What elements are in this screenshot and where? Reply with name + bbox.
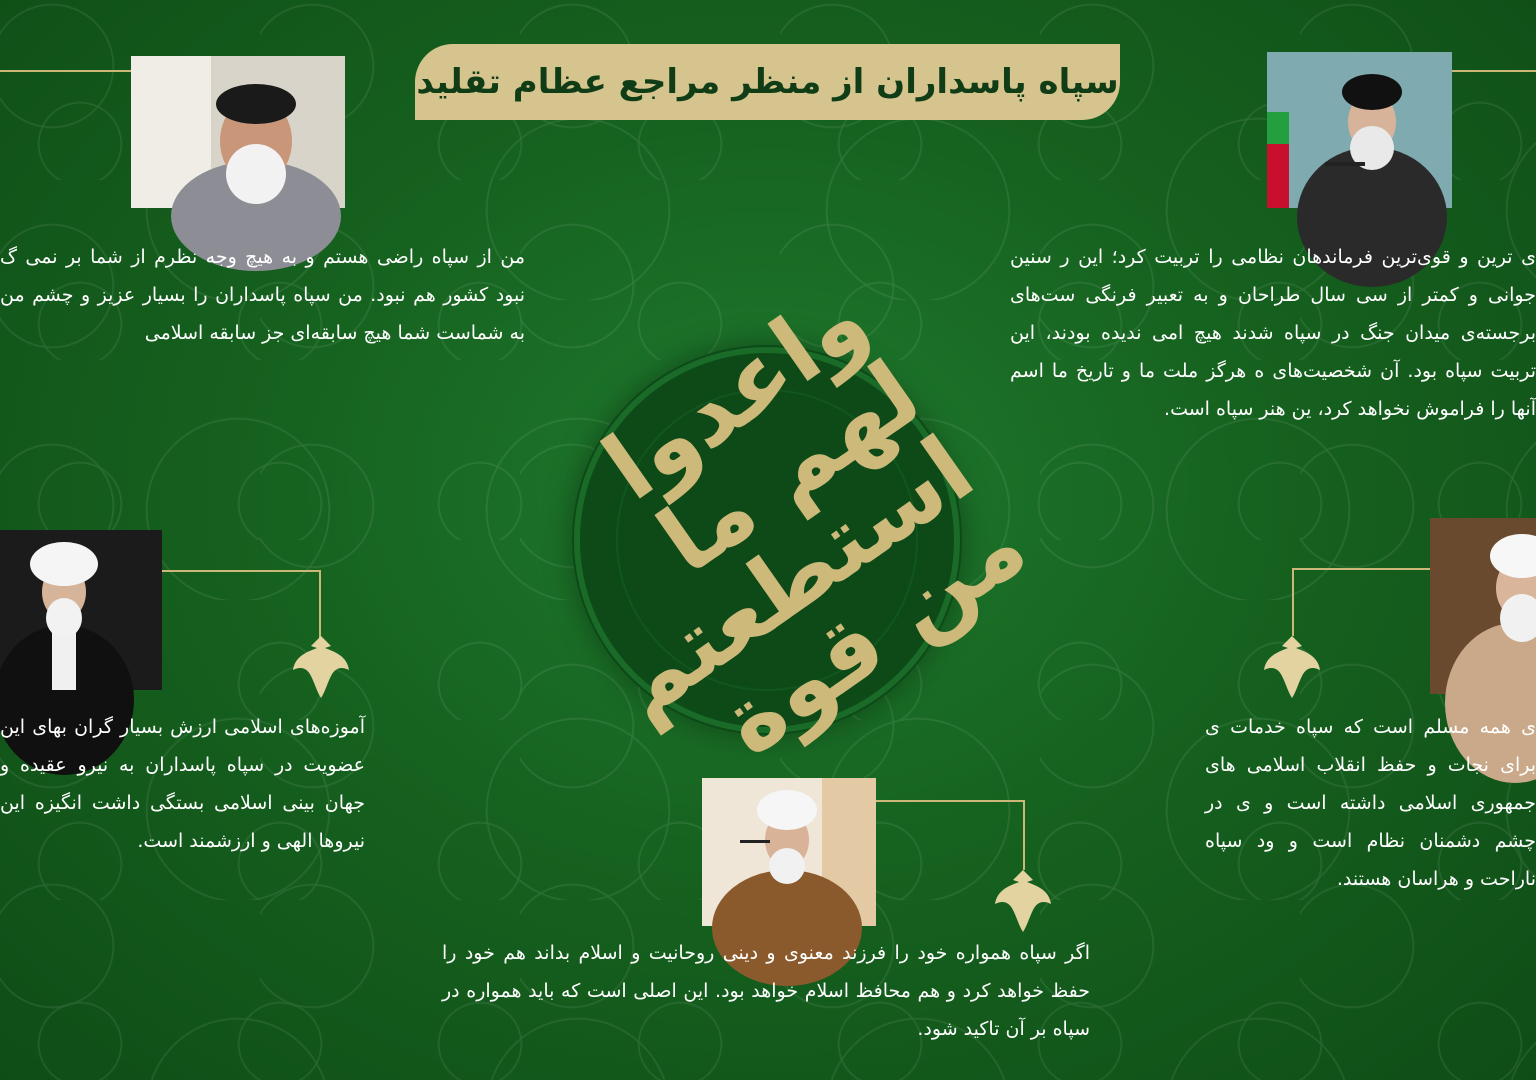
bottom-connector-h — [875, 800, 1025, 802]
middle-left-connector-v — [319, 570, 321, 640]
quote-bottom-center: اگر سپاه همواره خود را فرزند معنوی و دینی روحانیت و اسلام بداند هم خود را حفظ خواهد کرد و هم محافظ اسلام خواهد بود. این اصلی است که باید همواره در سپاه بر آن تاکید شود. — [442, 942, 1090, 1040]
middle-left-connector-h — [160, 570, 320, 572]
quote-top-right: ی ترین و قوی‌ترین فرماندهان نظامی را تربیت کرد؛ این ر سنین جوانی و کمتر از سی سال طراحان و به تعبیر فرنگی ست‌های برجسته‌ی میدان جنگ در سپاه شدند هیچ امی ندیده بودند، این تربیت سپاه بود. آن شخصیت‌های ه هرگز ملت ما و تاریخ ما اسم آنها را فراموش نخواهد کرد، ین هنر سپاه است. — [1010, 246, 1536, 420]
portrait-middle-left — [0, 530, 162, 690]
middle-right-connector-v — [1292, 568, 1294, 636]
portrait-top-left — [131, 56, 345, 208]
portrait-photo-icon — [131, 56, 345, 208]
title-banner — [415, 44, 1120, 120]
portrait-photo-icon — [1430, 518, 1536, 694]
quote-middle-left: آموزه‌های اسلامی ارزش بسیار گران بهای این عضویت در سپاه پاسداران به نیرو عقیده و جهان بینی اسلامی بستگی داشت انگیزه این نیروها الهی و ارزشمند است. — [0, 716, 365, 852]
quote-middle-right: ی همه مسلم است که سپاه خدمات ی برای نجات و حفظ انقلاب اسلامی های جمهوری اسلامی داشته است و ی در چشم دشمنان نظام است و ود سپاه ناراحت و هراسان هستند. — [1205, 716, 1536, 890]
calligraphy-emblem — [572, 264, 1045, 776]
portrait-top-right — [1267, 52, 1452, 208]
middle-right-connector-h — [1292, 568, 1442, 570]
bottom-connector-v — [1023, 800, 1025, 870]
gold-ornament-icon — [1262, 634, 1322, 700]
emblem-calligraphy: واعدوا لهم ما استطعتم من قوة — [584, 264, 1045, 776]
gold-ornament-icon — [291, 634, 351, 700]
portrait-photo-icon — [1267, 52, 1452, 208]
top-right-connector — [1440, 70, 1536, 72]
portrait-middle-right — [1430, 518, 1536, 694]
page-title: سپاه پاسداران از منظر مراجع عظام تقلید — [416, 62, 1119, 102]
quote-top-left: من از سپاه راضی هستم و به هیچ وجه نظرم از شما بر نمی گ نبود کشور هم نبود. من سپاه پاسداران را بسیار عزیز و چشم من به شماست شما هیچ سابقه‌ای جز سابقه اسلامی — [0, 246, 525, 344]
portrait-photo-icon — [0, 530, 162, 690]
gold-ornament-icon — [993, 868, 1053, 934]
